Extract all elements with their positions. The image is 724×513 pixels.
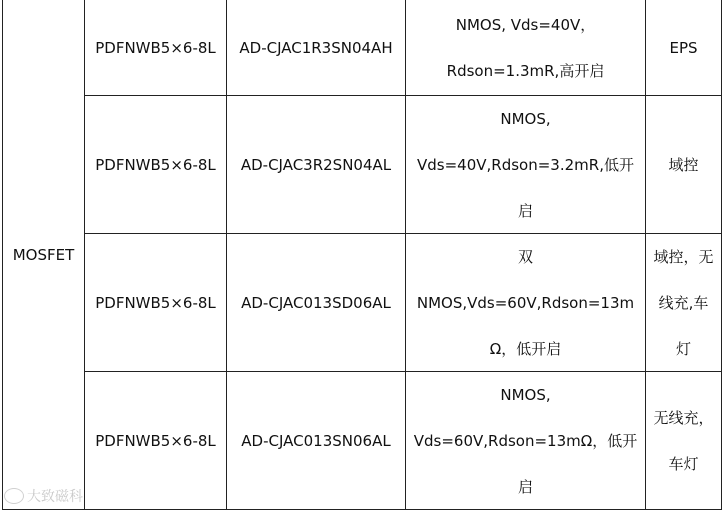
application-line: EPS [669, 38, 698, 57]
part-number-text: AD-CJAC013SN06AL [241, 431, 391, 450]
part-number-text: AD-CJAC3R2SN04AL [240, 155, 392, 174]
application-cell [646, 234, 721, 371]
part-number-cell [227, 96, 405, 233]
application-cell [646, 0, 721, 95]
application-line: 域控 [668, 155, 699, 174]
application-line: 车灯 [668, 454, 699, 473]
spec-line: NMOS,Vds=60V,Rdson=13m [416, 293, 635, 312]
package-text: PDFNWB5×6-8L [95, 431, 216, 450]
application-line: 灯 [675, 339, 691, 358]
package-text: PDFNWB5×6-8L [95, 38, 216, 57]
package-cell [85, 96, 226, 233]
watermark-text: 大致磁科 [27, 489, 83, 505]
spec-line: Ω，低开启 [489, 339, 562, 358]
part-number-cell [227, 372, 405, 509]
application-line: 域控，无 [653, 247, 714, 266]
spec-line: 启 [517, 201, 533, 220]
table-border [721, 0, 722, 510]
category-cell [3, 0, 84, 509]
table-border [2, 509, 722, 510]
spec-line: 双 [517, 247, 533, 266]
application-cell [646, 96, 721, 233]
spec-line: Rdson=1.3mR,高开启 [446, 61, 605, 80]
spec-cell [406, 372, 645, 509]
spec-line: 启 [517, 477, 533, 496]
spec-line: Vds=40V,Rdson=3.2mR,低开 [417, 155, 634, 174]
spec-line: NMOS, [500, 385, 551, 404]
watermark-logo-icon [4, 488, 24, 504]
package-text: PDFNWB5×6-8L [95, 293, 216, 312]
part-number-cell [227, 234, 405, 371]
spec-cell [406, 96, 645, 233]
spec-line: NMOS, Vds=40V， [455, 15, 596, 34]
part-number-text: AD-CJAC1R3SN04AH [239, 38, 393, 57]
application-line: 线充,车 [658, 293, 709, 312]
application-line: 无线充， [653, 408, 714, 427]
watermark [4, 486, 83, 506]
package-text: PDFNWB5×6-8L [95, 155, 216, 174]
part-number-cell [227, 0, 405, 95]
spec-cell [406, 0, 645, 95]
category-label: MOSFET [12, 245, 75, 264]
spec-line: Vds=60V,Rdson=13mΩ，低开 [413, 431, 638, 450]
package-cell [85, 0, 226, 95]
application-cell [646, 372, 721, 509]
package-cell [85, 234, 226, 371]
spec-cell [406, 234, 645, 371]
package-cell [85, 372, 226, 509]
part-number-text: AD-CJAC013SD06AL [241, 293, 391, 312]
spec-line: NMOS, [500, 109, 551, 128]
